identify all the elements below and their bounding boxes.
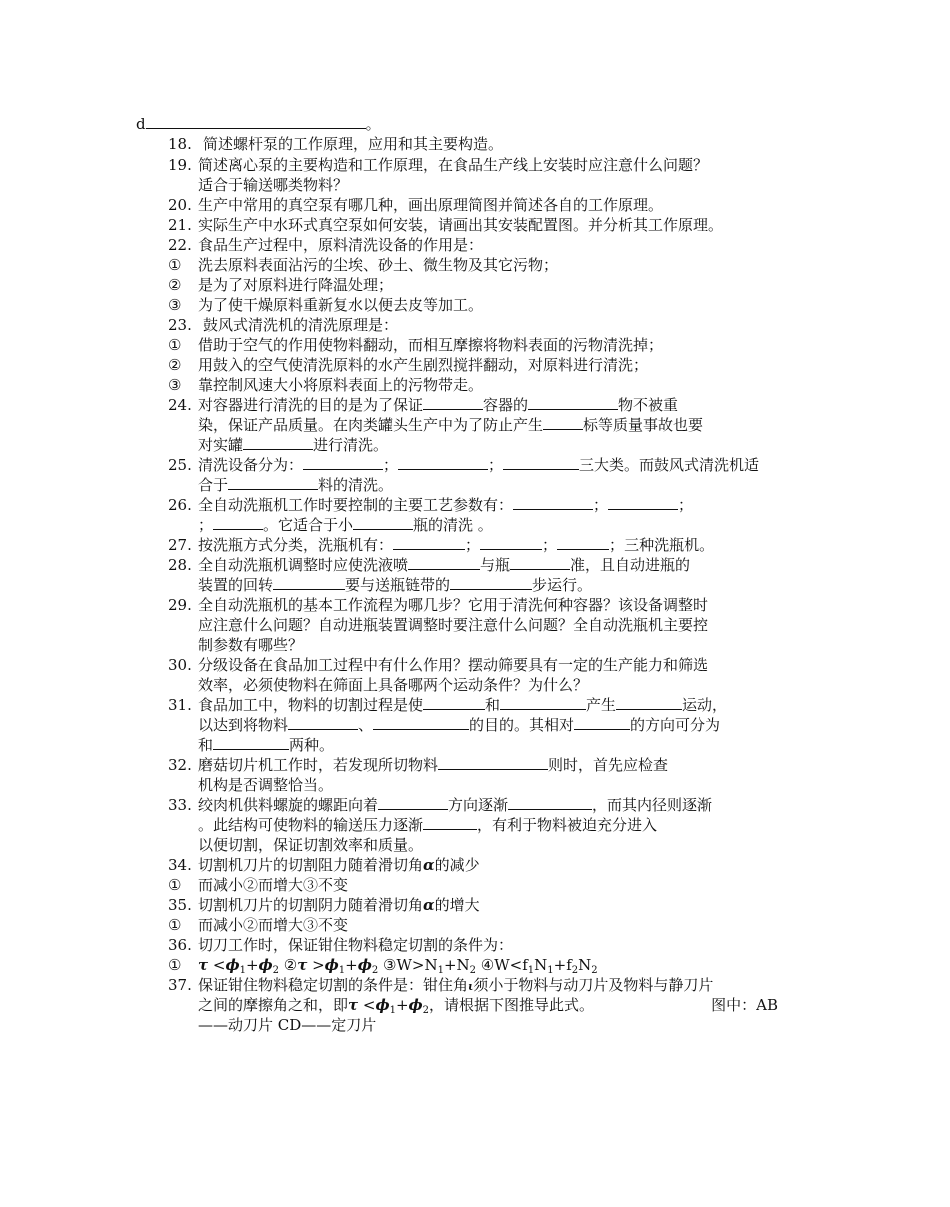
text-segment: 装置的回转 xyxy=(198,576,274,594)
question-number: 20. xyxy=(168,196,192,214)
text-segment: 产生 xyxy=(586,696,617,714)
question-number: 18. xyxy=(168,135,192,153)
text-segment: 的减少 xyxy=(434,856,480,874)
option-text: 用鼓入的空气使清洗原料的水产生剧烈搅拌翻动，对原料进行清洗； xyxy=(198,356,649,374)
blank xyxy=(273,575,345,590)
question-text: 保证钳住物料稳定切割的条件是：钳住角ι须小于物料与动刀片及物料与静刀片 xyxy=(198,976,714,994)
blank xyxy=(288,715,358,730)
text-segment: ； xyxy=(465,536,481,554)
option-marker: ① xyxy=(168,336,182,354)
question-number: 21. xyxy=(168,216,192,234)
blank xyxy=(480,535,542,550)
blank xyxy=(616,695,682,710)
question-32-cont xyxy=(198,775,333,795)
text-segment: 机构是否调整恰当。 xyxy=(198,776,334,794)
question-28-cont xyxy=(198,575,592,595)
question-text xyxy=(198,755,668,775)
question-33-cont xyxy=(198,815,657,835)
text-segment: 。它适合于小 xyxy=(263,516,354,534)
question-text: 简述螺杆泵的工作原理，应用和其主要构造。 xyxy=(203,135,504,153)
text-segment: 绞肉机供料螺旋的螺距向着 xyxy=(198,796,379,814)
question-text: 实际生产中水环式真空泵如何安装，请画出其安装配置图。并分析其工作原理。 xyxy=(198,216,724,234)
question-text: 切刀工作时，保证钳住物料稳定切割的条件为： xyxy=(198,936,514,954)
blank xyxy=(228,475,318,490)
option-text: 而减小②而增大③不变 xyxy=(198,876,349,894)
question-25-cont xyxy=(198,475,393,495)
blank xyxy=(373,715,469,730)
blank xyxy=(608,495,678,510)
question-19-cont xyxy=(198,175,348,195)
blank xyxy=(378,795,448,810)
question-text xyxy=(198,495,693,515)
question-number: 35. xyxy=(168,896,192,914)
question-number: 25. xyxy=(168,456,192,474)
question-31-cont xyxy=(198,735,334,755)
text-segment: 对容器进行清洗的目的是为了保证 xyxy=(198,396,424,414)
question-text: 分级设备在食品加工过程中有什么作用？摆动筛要具有一定的生产能力和筛选 xyxy=(198,656,709,674)
text-segment: ； xyxy=(678,496,694,514)
blank xyxy=(438,755,548,770)
text-segment: 、 xyxy=(358,716,374,734)
question-text: 制参数有哪些？ xyxy=(198,636,304,654)
blank xyxy=(574,715,630,730)
text-segment: 标等质量事故也要 xyxy=(583,416,704,434)
blank xyxy=(557,535,609,550)
question-text xyxy=(198,535,714,555)
text-segment: 清洗设备分为： xyxy=(198,456,304,474)
text-segment: ； xyxy=(542,536,558,554)
text-segment: 三种洗瓶机。 xyxy=(624,536,715,554)
text-segment: 对实罐 xyxy=(198,436,244,454)
text-segment: 三大类。而鼓风式清洗机适 xyxy=(579,456,760,474)
blank xyxy=(513,495,593,510)
question-29-cont xyxy=(198,635,303,655)
text-segment: 须小于物料与动刀片及物料与静刀片 xyxy=(473,976,714,994)
text-segment: 物不被重 xyxy=(618,396,679,414)
question-number: 23. xyxy=(168,316,192,334)
option-marker: ③ xyxy=(168,296,182,314)
blank xyxy=(503,455,579,470)
text-segment: 的增大 xyxy=(434,896,480,914)
question-29-cont xyxy=(198,615,708,635)
question-text xyxy=(198,555,690,575)
question-37-cont: 之间的摩擦角之和，即$\tau <\phi_1+\phi_2$，请根据下图推导此式。 图中：AB xyxy=(198,996,778,1016)
text-segment: 的方向可分为 xyxy=(630,716,721,734)
option-text: 是为了对原料进行降温处理； xyxy=(198,276,394,294)
option-text: 洗去原料表面沾污的尘埃、砂土、微生物及其它污物； xyxy=(198,256,559,274)
question-text xyxy=(198,395,678,415)
blank xyxy=(303,455,383,470)
question-number: 31. xyxy=(168,696,192,714)
blank xyxy=(408,555,480,570)
text-segment: 。此结构可使物料的输送压力逐渐 xyxy=(198,816,424,834)
blank xyxy=(146,114,366,129)
question-text xyxy=(198,855,480,875)
question-text: 应注意什么问题？自动进瓶装置调整时要注意什么问题？全自动洗瓶机主要控 xyxy=(198,616,709,634)
question-24-cont xyxy=(198,415,703,435)
text-segment: 按洗瓶方式分类，洗瓶机有： xyxy=(198,536,394,554)
question-24-cont xyxy=(198,435,388,455)
question-text xyxy=(198,895,480,915)
question-text: 生产中常用的真空泵有哪几种，画出原理简图并简述各自的工作原理。 xyxy=(198,196,664,214)
question-31-cont xyxy=(198,715,720,735)
text-segment: 运动， xyxy=(682,696,728,714)
question-26-cont xyxy=(198,515,493,535)
question-number: 30. xyxy=(168,656,192,674)
question-number: 26. xyxy=(168,496,192,514)
text-segment: 全自动洗瓶机工作时要控制的主要工艺参数有： xyxy=(198,496,514,514)
option-text: 而减小②而增大③不变 xyxy=(198,916,349,934)
text-segment: ； xyxy=(609,536,625,554)
text-segment: 两种。 xyxy=(289,736,335,754)
formula-text: $\tau <\phi_1+\phi_2$ ②τ $>\phi_1+\phi_2$ $③W>N_1+N_2$ $④W<f_1N_1+f_2N_2$ xyxy=(198,956,598,976)
question-text: 适合于输送哪类物料？ xyxy=(198,176,349,194)
question-37-cont xyxy=(198,1015,376,1035)
option-marker: ① xyxy=(168,876,182,894)
blank xyxy=(243,435,313,450)
blank xyxy=(423,695,485,710)
question-text: 效率，必须使物料在筛面上具备哪两个运动条件？为什么？ xyxy=(198,676,589,694)
text-segment: 以达到将物料 xyxy=(198,716,289,734)
option-text: 借助于空气的作用使物料翻动，而相互摩擦将物料表面的污物清洗掉； xyxy=(198,336,664,354)
question-text xyxy=(198,455,759,475)
text-segment: ，有利于物料被迫充分进入 xyxy=(477,816,658,834)
blank xyxy=(393,535,465,550)
question-number: 37. xyxy=(168,976,192,994)
text-segment: 和 xyxy=(485,696,501,714)
blank xyxy=(353,515,413,530)
option-marker: ① xyxy=(168,956,182,974)
top-line xyxy=(136,114,381,134)
alpha-symbol: α xyxy=(423,856,435,874)
question-text: 简述离心泵的主要构造和工作原理，在食品生产线上安装时应注意什么问题？ xyxy=(198,156,709,174)
question-number: 27. xyxy=(168,536,192,554)
text-segment: 全自动洗瓶机调整时应使洗液喷 xyxy=(198,556,409,574)
question-number: 36. xyxy=(168,936,192,954)
option-marker: ③ xyxy=(168,376,182,394)
question-number: 19. xyxy=(168,156,192,174)
blank xyxy=(213,515,263,530)
blank xyxy=(510,555,570,570)
text-segment: 方向逐渐 xyxy=(448,796,509,814)
question-text: 鼓风式清洗机的清洗原理是： xyxy=(203,316,399,334)
blank xyxy=(508,795,592,810)
question-number: 34. xyxy=(168,856,192,874)
question-number: 22. xyxy=(168,236,192,254)
blank xyxy=(500,695,586,710)
blank xyxy=(423,815,477,830)
text-segment: 和 xyxy=(198,736,214,754)
text-segment: ，而其内径则逐渐 xyxy=(592,796,713,814)
text-segment: ； xyxy=(383,456,399,474)
top-line-suffix: 。 xyxy=(365,115,381,133)
text-segment: 要与送瓶链带的 xyxy=(345,576,451,594)
text-segment: 料的清洗。 xyxy=(318,476,394,494)
text-segment: 合于 xyxy=(198,476,229,494)
option-marker: ② xyxy=(168,356,182,374)
question-number: 32. xyxy=(168,756,192,774)
blank xyxy=(528,395,618,410)
blank xyxy=(213,735,289,750)
text-segment: 食品加工中，物料的切割过程是使 xyxy=(198,696,424,714)
text-segment: 步运行。 xyxy=(532,576,593,594)
text-segment: ； xyxy=(488,456,504,474)
text-segment: 切割机刀片的切割阴力随着滑切角 xyxy=(198,896,424,914)
text-segment: 与瓶 xyxy=(480,556,511,574)
text-segment: 进行清洗。 xyxy=(313,436,389,454)
text-segment: 之间的摩擦角之和，即 xyxy=(198,996,349,1014)
text-segment: 染，保证产品质量。在肉类罐头生产中为了防止产生 xyxy=(198,416,544,434)
text-segment: 切割机刀片的切割阻力随着滑切角 xyxy=(198,856,424,874)
option-marker: ② xyxy=(168,276,182,294)
blank xyxy=(398,455,488,470)
question-text: 食品生产过程中，原料清洗设备的作用是： xyxy=(198,236,484,254)
option-marker: ① xyxy=(168,916,182,934)
text-segment: 准，且自动进瓶的 xyxy=(570,556,691,574)
question-number: 24. xyxy=(168,396,192,414)
option-text: 为了使干燥原料重新复水以便去皮等加工。 xyxy=(198,296,484,314)
question-33-cont xyxy=(198,835,423,855)
text-segment: ； xyxy=(198,516,214,534)
text-segment: 瓶的清洗 。 xyxy=(413,516,493,534)
text-segment: 以便切割，保证切割效率和质量。 xyxy=(198,836,424,854)
option-text: 靠控制风速大小将原料表面上的污物带走。 xyxy=(198,376,484,394)
text-segment: ，请根据下图推导此式。 xyxy=(429,996,595,1014)
question-text xyxy=(198,795,712,815)
blank xyxy=(450,575,532,590)
text-segment: 则时，首先应检查 xyxy=(548,756,669,774)
figure-caption: ——动刀片 CD——定刀片 xyxy=(198,1016,377,1034)
alpha-symbol: α xyxy=(423,896,435,914)
question-text xyxy=(198,695,727,715)
text-segment: 的目的。其相对 xyxy=(469,716,575,734)
top-line-prefix: d xyxy=(136,115,146,133)
blank xyxy=(543,415,583,430)
question-number: 29. xyxy=(168,596,192,614)
question-number: 33. xyxy=(168,796,192,814)
question-text: 全自动洗瓶机的基本工作流程为哪几步？它用于清洗何种容器？该设备调整时 xyxy=(198,596,709,614)
text-segment: 容器的 xyxy=(483,396,529,414)
question-30-cont xyxy=(198,675,588,695)
figure-caption-start: 图中：AB xyxy=(711,996,778,1014)
text-segment: 磨菇切片机工作时，若发现所切物料 xyxy=(198,756,439,774)
text-segment: 保证钳住物料稳定切割的条件是：钳住角 xyxy=(198,976,469,994)
text-segment: ； xyxy=(593,496,609,514)
question-number: 28. xyxy=(168,556,192,574)
blank xyxy=(423,395,483,410)
option-marker: ① xyxy=(168,256,182,274)
